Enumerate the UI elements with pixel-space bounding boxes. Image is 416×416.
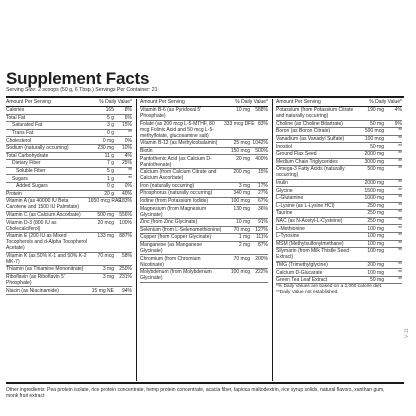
nutrient-amount: 1 g — [107, 175, 114, 182]
nutrient-dv: 36% — [257, 205, 268, 212]
nutrient-name: Choline (as Choline Bitartrate) — [276, 120, 343, 127]
nutrient-row — [6, 153, 132, 161]
nutrient-dv: ** — [398, 166, 402, 173]
nutrient-row — [140, 121, 268, 141]
nutrient-dv: ** — [398, 151, 402, 158]
column-divider — [136, 99, 137, 381]
nutrient-row — [6, 212, 132, 220]
nutrient-row — [276, 233, 402, 241]
nutrient-dv: 1042% — [252, 140, 268, 147]
nutrient-amount: 50 mg — [370, 277, 384, 284]
nutrient-amount: 250 mg — [367, 202, 384, 209]
nutrient-name: Boron (as Boron Citrate) — [276, 128, 331, 135]
nutrient-amount: 190 mg — [367, 107, 384, 114]
nutrient-amount: 130 mg — [233, 205, 250, 212]
amount-header: Amount Per Serving — [140, 99, 185, 105]
nutrient-amount: 10 mg — [236, 107, 250, 114]
nutrient-name: Trans Fat — [12, 130, 34, 137]
nutrient-amount: 70 mcg — [233, 255, 250, 262]
nutrient-row — [6, 145, 132, 153]
nutrient-name: Iron (naturally occurring) — [140, 182, 195, 189]
nutrient-row — [276, 269, 402, 277]
nutrient-row — [276, 187, 402, 195]
nutrient-row — [140, 227, 268, 235]
other-ingredients: Other ingredients: Pea protein isolate, rice protein concentrate, hemp protein concentrate, acacia fiber, tapioca maltodextrin, rice syrup solids, natural flavors, xanthan gum, monk fruit extract — [6, 387, 385, 399]
nutrient-amount: 100 mg — [367, 269, 384, 276]
nutrient-name: Riboflavin (as Riboflavin 5' Phosphate) — [6, 273, 65, 286]
nutrient-amount: 500 mcg — [364, 128, 384, 135]
nutrient-name: Cholesterol — [6, 137, 32, 144]
nutrient-amount: 3 mg — [102, 266, 114, 273]
nutrient-dv: 67% — [257, 198, 268, 205]
footnote: **Daily Value not established. — [276, 290, 339, 296]
nutrient-amount: 500 mg — [367, 166, 384, 173]
nutrient-amount: 3 mg — [238, 182, 250, 189]
nutrient-dv: ** — [398, 233, 402, 240]
nutrient-row — [276, 248, 402, 262]
nutrient-row — [6, 266, 132, 274]
nutrient-amount: 20 mg — [236, 155, 250, 162]
serving-info: Serving Size: 2 scoops (50 g, 6 Tbsp.) Servings Per Container: 21 — [6, 87, 158, 93]
nutrient-amount: 100 mcg — [364, 136, 384, 143]
nutrient-row — [276, 143, 402, 151]
nutrient-amount: 5 g — [107, 114, 114, 121]
nutrient-name: Magnesium (from Magnesium Glycinate) — [140, 205, 207, 218]
nutrient-row — [276, 203, 402, 211]
nutrient-amount: 2 mg — [238, 242, 250, 249]
nutrient-row — [276, 121, 402, 129]
nutrient-row — [6, 198, 132, 212]
nutrient-row — [6, 253, 132, 267]
nutrient-amount: 3000 mg — [364, 158, 384, 165]
nutrient-row — [140, 219, 268, 227]
nutrient-amount: 5 g — [107, 168, 114, 175]
nutrient-amount: 0 mg — [102, 137, 114, 144]
nutrient-name: Vitamin B-12 (as Methylcobalamin) — [140, 140, 218, 147]
nutrient-row — [140, 198, 268, 206]
nutrient-name: L-Glutamine — [276, 195, 304, 202]
nutrient-amount: 500 mg — [97, 212, 114, 219]
nutrient-name: Thiamin (as Thiamine Mononitrate) — [6, 266, 84, 273]
nutrient-dv: 91% — [257, 219, 268, 226]
nutrient-amount: 100 mg — [367, 233, 384, 240]
nutrient-amount: 100 mg — [367, 225, 384, 232]
nutrient-row — [276, 159, 402, 167]
nutrient-dv: 40% — [121, 190, 132, 197]
nutrient-dv: 111% — [255, 234, 268, 241]
nutrient-row — [140, 169, 268, 183]
nutrient-amount: 100 mcg — [230, 198, 250, 205]
nutrient-name: Inositol — [276, 143, 292, 150]
nutrient-row — [276, 107, 402, 121]
nutrient-amount: 10 mg — [236, 219, 250, 226]
nutrient-dv: 500% — [255, 148, 268, 155]
nutrient-amount: 70 mcg — [233, 226, 250, 233]
nutrient-row — [6, 115, 132, 123]
nutrient-row — [6, 219, 132, 233]
nutrient-dv: 27% — [257, 190, 268, 197]
nutrient-name: Total Fat — [6, 114, 26, 121]
nutrient-amount: 250 mg — [367, 218, 384, 225]
nutrient-dv: 400% — [255, 155, 268, 162]
footnote: *% Daily Values are based on a 2,000 calorie diet. — [276, 284, 383, 290]
column-divider — [272, 99, 273, 381]
nutrient-dv: ** — [128, 168, 132, 175]
nutrient-name: Vitamin K (as 50% K-1 and 50% K-2 MK-7) — [6, 252, 87, 265]
nutrient-row — [6, 160, 132, 168]
nutrient-name: Dietary Fiber — [12, 160, 41, 167]
nutrient-name: Pantothenic Acid (as Calcium D-Pantothenate) — [140, 155, 212, 168]
nutrient-row — [276, 225, 402, 233]
nutrient-dv: 0% — [124, 137, 132, 144]
nutrient-amount: 1000 mg — [364, 195, 384, 202]
nutrient-amount: 0 g — [107, 130, 114, 137]
nutrient-dv: 8% — [124, 107, 132, 114]
nutrient-dv: ** — [398, 143, 402, 150]
nutrient-dv: 25% — [121, 160, 132, 167]
nutrient-dv: ** — [398, 136, 402, 143]
nutrient-name: Copper (from Copper Glycinate) — [140, 234, 212, 241]
nutrient-name: L-Tyrosine — [276, 233, 300, 240]
nutrient-amount: 11 g — [104, 152, 114, 159]
nutrient-name: Calories — [6, 107, 25, 114]
nutrient-dv: ** — [398, 128, 402, 135]
nutrient-dv: ** — [398, 261, 402, 268]
nutrient-name: Vitamin A (as 40000 IU Beta Carotene and 1500 IU Palmitate) — [6, 198, 80, 211]
nutrient-row — [6, 183, 132, 191]
nutrient-row — [6, 175, 132, 183]
nutrient-name: Saturated Fat — [12, 122, 43, 129]
nutrient-row — [140, 183, 268, 191]
nutrient-dv: ** — [398, 225, 402, 232]
nutrient-row — [6, 107, 132, 115]
nutrient-amount: 1 mg — [238, 234, 250, 241]
nutrient-name: Added Sugars — [16, 183, 48, 190]
nutrient-name: Biotin — [140, 148, 153, 155]
nutrient-name: Phosphorus (naturally occurring) — [140, 190, 213, 197]
nutrient-name: Taurine — [276, 210, 293, 217]
nutrient-dv: 127% — [255, 226, 268, 233]
nutrient-amount: 100 mcg — [230, 269, 250, 276]
nutrient-amount: 150 mcg — [230, 148, 250, 155]
nutrient-dv: ** — [398, 187, 402, 194]
nutrient-dv: ** — [398, 195, 402, 202]
nutrient-row — [276, 180, 402, 188]
facts-column-2 — [140, 99, 268, 283]
nutrient-dv: 200% — [255, 255, 268, 262]
nutrient-row — [6, 191, 132, 199]
nutrient-dv: ** — [398, 269, 402, 276]
nutrient-name: TMG (Trimethylglycine) — [276, 261, 328, 268]
nutrient-row — [140, 234, 268, 242]
nutrient-name: Molybdenum (from Molybdenum Glycinate) — [140, 269, 212, 282]
nutrient-name: Calcium (from Calcium Citrate and Calcium Ascorbate) — [140, 169, 217, 182]
dv-header: % Daily Value* — [235, 99, 268, 105]
nutrient-dv: 6% — [124, 114, 132, 121]
nutrient-row — [140, 140, 268, 148]
bottom-rule — [6, 382, 404, 384]
nutrient-row — [140, 242, 268, 256]
nutrient-amount: 165 — [105, 107, 114, 114]
nutrient-dv: ** — [398, 240, 402, 247]
nutrient-amount: 333 mcg DFE — [224, 120, 255, 127]
nutrient-dv: 4% — [394, 107, 402, 114]
nutrient-name: Folate (as 200 mcg L-5-MTHF, 80 mcg Folinic Acid and 50 mcg L-5-methylfolate, glucosamine salt) — [140, 120, 215, 139]
nutrient-name: Omega-3 Fatty Acids (naturally occurring) — [276, 166, 345, 179]
nutrient-amount: 2000 mg — [364, 180, 384, 187]
nutrient-dv: 87% — [257, 242, 268, 249]
nutrient-row — [276, 218, 402, 226]
nutrient-amount: 2000 mg — [364, 151, 384, 158]
nutrient-dv: 10% — [121, 145, 132, 152]
nutrient-amount: 20 g — [104, 190, 114, 197]
nutrient-amount: 100 mg — [367, 240, 384, 247]
top-rule — [6, 96, 404, 98]
nutrient-name: L-Methionine — [276, 225, 305, 232]
nutrient-dv: 222% — [255, 269, 268, 276]
nutrient-dv: 15% — [121, 122, 132, 129]
nutrient-name: L-Lysine (as L-Lysine HCl) — [276, 202, 335, 209]
nutrient-dv: ** — [398, 180, 402, 187]
nutrient-name: Selenium (from L-Selenomethionine) — [140, 226, 222, 233]
dv-header: % Daily Value* — [99, 99, 132, 105]
nutrient-name: Potassium (from Potassium Citrate and naturally occurring) — [276, 107, 354, 120]
nutrient-dv: 17% — [257, 182, 268, 189]
nutrient-name: Vitamin E (200 IU as Mixed Tocopherols and d-Alpha Tocopherol Acetate) — [6, 233, 88, 252]
nutrient-dv: 588% — [255, 107, 268, 114]
nutrient-name: Vanadium (as Vanadyl Sulfate) — [276, 136, 345, 143]
nutrient-row — [140, 269, 268, 283]
nutrient-dv: 887% — [119, 233, 132, 240]
nutrient-name: Vitamin C (as Calcium Ascorbate) — [6, 212, 81, 219]
nutrient-amount: 70 mcg — [97, 252, 114, 259]
nutrient-dv: 100% — [119, 219, 132, 226]
nutrient-dv: 94% — [121, 287, 132, 294]
nutrient-amount: 200 mg — [233, 169, 250, 176]
nutrient-row — [140, 155, 268, 169]
nutrient-dv: 0% — [124, 183, 132, 190]
nutrient-name: MSM (Methylsulfonylmethane) — [276, 240, 344, 247]
nutrient-row — [140, 255, 268, 269]
nutrient-row — [6, 274, 132, 288]
nutrient-row — [276, 210, 402, 218]
nutrient-amount: 50 mg — [370, 143, 384, 150]
nutrient-amount: 3 g — [107, 122, 114, 129]
nutrient-name: Ground Flax Seed — [276, 151, 317, 158]
nutrient-row — [6, 168, 132, 176]
nutrient-amount: 20 mcg — [97, 219, 114, 226]
nutrient-name: Inulin — [276, 180, 288, 187]
supplement-facts-title: Supplement Facts — [6, 69, 150, 88]
nutrient-row — [276, 128, 402, 136]
amount-header: Amount Per Serving — [276, 99, 321, 105]
nutrient-row — [6, 233, 132, 253]
nutrient-name: Vitamin B-6 (as Pyridoxal 5' Phosphate) — [140, 107, 202, 120]
nutrient-dv: ** — [398, 218, 402, 225]
nutrient-amount: 50 mg — [370, 120, 384, 127]
nutrient-row — [276, 136, 402, 144]
version-code: V-11 — [404, 328, 410, 338]
nutrient-amount: 3 mg — [102, 273, 114, 280]
nutrient-dv: ** — [398, 277, 402, 284]
nutrient-name: Total Carbohydrate — [6, 152, 49, 159]
nutrient-name: Green Tea Leaf Extract — [276, 277, 328, 284]
nutrient-name: Calcium D-Glucarate — [276, 269, 323, 276]
nutrient-name: NAC (as N-Acetyl-L-Cysteine) — [276, 218, 343, 225]
nutrient-name: Soluble Fiber — [16, 168, 46, 175]
nutrient-amount: 200 mg — [367, 261, 384, 268]
nutrient-dv: ** — [128, 130, 132, 137]
amount-header: Amount Per Serving — [6, 99, 51, 105]
nutrient-dv: 9% — [394, 120, 402, 127]
nutrient-amount: 7 g — [107, 160, 114, 167]
nutrient-name: Chromium (from Chromium Nicotinate) — [140, 255, 201, 268]
nutrient-dv: 4% — [124, 152, 132, 159]
nutrient-amount: 100 mg — [367, 248, 384, 255]
nutrient-amount: 230 mg — [97, 145, 114, 152]
nutrient-dv: 231% — [119, 273, 132, 280]
nutrient-amount: 250 mg — [367, 210, 384, 217]
nutrient-dv: ** — [128, 175, 132, 182]
nutrient-amount: 15 mg NE — [91, 287, 114, 294]
nutrient-row — [140, 107, 268, 121]
dv-header: % Daily Value* — [369, 99, 402, 105]
nutrient-amount: 1500 mg — [364, 187, 384, 194]
nutrient-dv: ** — [398, 158, 402, 165]
facts-column-1 — [6, 99, 132, 295]
nutrient-name: Sodium (naturally occurring) — [6, 145, 69, 152]
nutrient-row — [140, 148, 268, 156]
nutrient-amount: 340 mg — [233, 190, 250, 197]
nutrient-name: Niacin (as Niacinamide) — [6, 287, 59, 294]
nutrient-dv: ** — [398, 202, 402, 209]
nutrient-amount: 0 g — [107, 183, 114, 190]
nutrient-dv: 15% — [257, 169, 268, 176]
nutrient-row — [276, 195, 402, 203]
nutrient-dv: 183% — [119, 198, 132, 205]
nutrient-name: Glycine — [276, 187, 293, 194]
facts-column-3 — [276, 99, 402, 296]
nutrient-row — [276, 241, 402, 249]
nutrient-dv: ** — [398, 248, 402, 255]
nutrient-amount: 25 mcg — [233, 140, 250, 147]
nutrient-dv: 83% — [257, 120, 268, 127]
nutrient-name: Manganese (as Manganese Glycinate) — [140, 242, 202, 255]
nutrient-dv: 250% — [119, 266, 132, 273]
nutrient-dv: ** — [398, 210, 402, 217]
nutrient-name: Zinc (from Zinc Glycinate) — [140, 219, 198, 226]
nutrient-row — [6, 137, 132, 145]
nutrient-row — [140, 205, 268, 219]
nutrient-name: Iodine (from Potassium Iodide) — [140, 198, 209, 205]
nutrient-name: Silymarin (from Milk Thistle Seed Extract) — [276, 248, 349, 261]
nutrient-row — [6, 287, 132, 295]
nutrient-row — [276, 151, 402, 159]
nutrient-row — [6, 130, 132, 138]
nutrient-dv: 58% — [121, 252, 132, 259]
nutrient-amount: 1650 mcg RAE — [88, 198, 122, 205]
nutrient-name: Protein — [6, 190, 22, 197]
nutrient-row — [140, 190, 268, 198]
nutrient-row — [276, 262, 402, 270]
nutrient-row — [6, 122, 132, 130]
nutrient-name: Vitamin D-3 (800 IU as Cholecalciferol) — [6, 219, 57, 232]
nutrient-amount: 133 mg — [97, 233, 114, 240]
nutrient-row — [276, 166, 402, 180]
nutrient-dv: 556% — [119, 212, 132, 219]
nutrient-name: Sugars — [12, 175, 28, 182]
nutrient-name: Medium Chain Triglycerides — [276, 158, 338, 165]
